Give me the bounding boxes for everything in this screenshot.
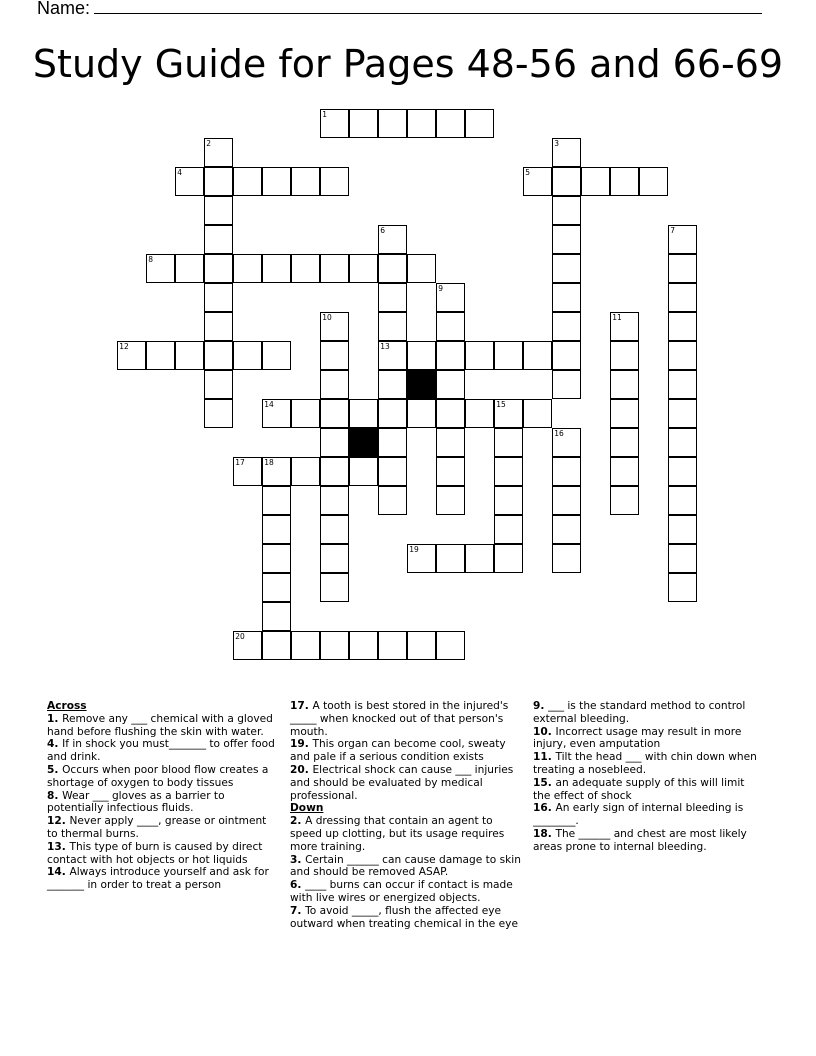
- grid-cell[interactable]: [262, 573, 291, 602]
- grid-cell[interactable]: [291, 399, 320, 428]
- grid-cell[interactable]: [436, 283, 465, 312]
- clue-number: 6: [290, 879, 298, 892]
- clue-number: 4: [47, 738, 55, 751]
- cell-number: 19: [409, 545, 419, 555]
- grid-cell[interactable]: [436, 428, 465, 457]
- cell-number: 11: [612, 313, 622, 323]
- clue-text: Certain ______ can cause damage to skin and should be removed ASAP.: [290, 853, 521, 879]
- grid-cell[interactable]: [552, 457, 581, 486]
- grid-cell[interactable]: [262, 515, 291, 544]
- cell-number: 6: [380, 226, 386, 236]
- grid-cell[interactable]: [465, 544, 494, 573]
- grid-cell[interactable]: [436, 399, 465, 428]
- grid-cell[interactable]: [668, 544, 697, 573]
- grid-cell[interactable]: [378, 428, 407, 457]
- across-clue: 19. This organ can become cool, sweaty and pale if a serious condition exists: [290, 738, 506, 764]
- clue-text: Electrical shock can cause ___ injuries and should be evaluated by medical professional.: [290, 763, 514, 802]
- grid-cell[interactable]: [204, 283, 233, 312]
- grid-cell[interactable]: [378, 370, 407, 399]
- grid-cell[interactable]: [552, 312, 581, 341]
- grid-cell[interactable]: [668, 457, 697, 486]
- clue-number: 7: [290, 904, 298, 917]
- grid-cell[interactable]: [407, 109, 436, 138]
- clue-number: 9: [533, 700, 541, 712]
- grid-cell[interactable]: [233, 167, 262, 196]
- grid-cell[interactable]: [378, 341, 407, 370]
- grid-cell[interactable]: [436, 457, 465, 486]
- grid-cell[interactable]: [349, 109, 378, 138]
- grid-cell[interactable]: [320, 573, 349, 602]
- grid-cell[interactable]: [204, 254, 233, 283]
- grid-cell[interactable]: [668, 370, 697, 399]
- clue-number: 19: [290, 738, 305, 751]
- grid-cell[interactable]: [668, 254, 697, 283]
- grid-cell[interactable]: [378, 631, 407, 660]
- grid-cell[interactable]: [610, 312, 639, 341]
- cell-number: 9: [438, 284, 444, 294]
- grid-cell[interactable]: [378, 225, 407, 254]
- grid-cell[interactable]: [610, 486, 639, 515]
- grid-cell[interactable]: [378, 312, 407, 341]
- clue-text: Never apply ____, grease or ointment to thermal burns.: [47, 815, 267, 840]
- grid-cell[interactable]: [262, 341, 291, 370]
- grid-cell[interactable]: [378, 486, 407, 515]
- grid-cell[interactable]: [262, 254, 291, 283]
- grid-cell[interactable]: [117, 341, 146, 370]
- grid-cell[interactable]: [320, 312, 349, 341]
- grid-cell[interactable]: [494, 515, 523, 544]
- grid-cell[interactable]: [320, 631, 349, 660]
- grid-cell[interactable]: [349, 631, 378, 660]
- grid-cell[interactable]: [436, 312, 465, 341]
- grid-cell[interactable]: [233, 254, 262, 283]
- cell-number: 16: [554, 429, 564, 439]
- grid-cell[interactable]: [233, 457, 262, 486]
- grid-cell[interactable]: [146, 254, 175, 283]
- grid-cell[interactable]: [204, 167, 233, 196]
- cell-number: 2: [206, 139, 212, 149]
- across-heading: Across: [47, 700, 87, 712]
- clue-text: ____ burns can occur if contact is made with live wires or energized objects.: [290, 879, 513, 904]
- clue-text: Remove any ___ chemical with a gloved hand before flushing the skin with water.: [47, 712, 273, 738]
- down-clue: 11. Tilt the head ___ with chin down when treating a nosebleed.: [533, 751, 757, 776]
- grid-cell[interactable]: [610, 167, 639, 196]
- grid-cell[interactable]: [175, 341, 204, 370]
- grid-cell[interactable]: [262, 486, 291, 515]
- grid-cell[interactable]: [668, 515, 697, 544]
- grid-cell[interactable]: [291, 167, 320, 196]
- name-label: Name:: [37, 0, 91, 18]
- grid-cell[interactable]: [668, 573, 697, 602]
- grid-cell[interactable]: [552, 196, 581, 225]
- down-clue: 2. A dressing that contain an agent to speed up clotting, but its usage requires more training.: [290, 815, 505, 853]
- grid-cell[interactable]: [668, 283, 697, 312]
- clue-text: A dressing that contain an agent to speed up clotting, but its usage requires more training.: [290, 815, 505, 853]
- clue-number: 15: [533, 776, 548, 789]
- across-clue: 14. Always introduce yourself and ask for _______ in order to treat a person: [47, 866, 269, 892]
- grid-cell[interactable]: [436, 370, 465, 399]
- grid-cell[interactable]: [407, 254, 436, 283]
- grid-cell[interactable]: [552, 544, 581, 573]
- grid-cell[interactable]: [378, 109, 407, 138]
- clue-number: 12: [47, 815, 62, 828]
- grid-cell[interactable]: [407, 631, 436, 660]
- grid-cell[interactable]: [494, 399, 523, 428]
- clue-text: Wear ___ gloves as a barrier to potentially infectious fluids.: [47, 789, 225, 815]
- across-clue: 5. Occurs when poor blood flow creates a shortage of oxygen to body tissues: [47, 763, 269, 789]
- clue-text: Occurs when poor blood flow creates a shortage of oxygen to body tissues: [47, 763, 269, 789]
- grid-cell[interactable]: [610, 457, 639, 486]
- grid-cell[interactable]: [320, 515, 349, 544]
- cell-number: 7: [670, 226, 676, 236]
- cell-number: 12: [119, 342, 129, 352]
- clue-number: 20: [290, 763, 305, 776]
- down-clue: 10. Incorrect usage may result in more injury, even amputation: [533, 725, 742, 751]
- grid-cell[interactable]: [668, 428, 697, 457]
- clue-text: Always introduce yourself and ask for _______ in order to treat a person: [47, 866, 269, 892]
- grid-cell[interactable]: [320, 109, 349, 138]
- grid-cell[interactable]: [349, 399, 378, 428]
- grid-cell[interactable]: [407, 399, 436, 428]
- clue-number: 1: [47, 712, 55, 725]
- cell-number: 1: [322, 110, 328, 120]
- grid-cell[interactable]: [523, 399, 552, 428]
- grid-cell[interactable]: [610, 428, 639, 457]
- cell-number: 3: [554, 139, 560, 149]
- grid-cell[interactable]: [291, 631, 320, 660]
- grid-cell[interactable]: [552, 428, 581, 457]
- grid-cell[interactable]: [320, 486, 349, 515]
- grid-cell[interactable]: [639, 167, 668, 196]
- grid-cell[interactable]: [349, 254, 378, 283]
- across-clue: 13. This type of burn is caused by direct contact with hot objects or hot liquids: [47, 840, 263, 866]
- clue-text: Tilt the head ___ with chin down when treating a nosebleed.: [533, 751, 757, 776]
- clues-column-3: [533, 700, 765, 854]
- grid-cell[interactable]: [291, 254, 320, 283]
- grid-cell[interactable]: [610, 341, 639, 370]
- down-clue: 7. To avoid _____, flush the affected eye outward when treating chemical in the eye: [290, 904, 518, 930]
- grid-cell[interactable]: [552, 341, 581, 370]
- down-heading: Down: [290, 802, 324, 815]
- grid-cell[interactable]: [494, 486, 523, 515]
- cell-number: 15: [496, 400, 506, 410]
- cell-number: 5: [525, 168, 531, 178]
- grid-cell[interactable]: [552, 167, 581, 196]
- grid-cell[interactable]: [349, 457, 378, 486]
- clue-text: The ______ and chest are most likely areas prone to internal bleeding.: [533, 827, 747, 853]
- clues-column-2: [290, 700, 522, 930]
- grid-cell[interactable]: [407, 341, 436, 370]
- grid-cell[interactable]: [320, 544, 349, 573]
- grid-cell[interactable]: [204, 225, 233, 254]
- clue-number: 11: [533, 751, 548, 764]
- grid-cell[interactable]: [262, 602, 291, 631]
- down-clue: 16. An early sign of internal bleeding is ________.: [533, 802, 744, 828]
- grid-cell[interactable]: [465, 399, 494, 428]
- grid-cell[interactable]: [320, 399, 349, 428]
- grid-cell[interactable]: [668, 341, 697, 370]
- down-clue: 6. ____ burns can occur if contact is made with live wires or energized objects.: [290, 879, 513, 904]
- down-clue: 15. an adequate supply of this will limit the effect of shock: [533, 776, 745, 802]
- clue-number: 17: [290, 700, 305, 712]
- grid-cell[interactable]: [378, 254, 407, 283]
- across-clue: 17. A tooth is best stored in the injured's _____ when knocked out of that person's mouth.: [290, 700, 509, 738]
- across-clue: 1. Remove any ___ chemical with a gloved hand before flushing the skin with water.: [47, 712, 273, 738]
- clue-text: an adequate supply of this will limit the effect of shock: [533, 776, 745, 802]
- across-clue: 8. Wear ___ gloves as a barrier to potentially infectious fluids.: [47, 789, 225, 815]
- cell-number: 4: [177, 168, 183, 178]
- grid-cell[interactable]: [204, 312, 233, 341]
- clue-text: This organ can become cool, sweaty and pale if a serious condition exists: [290, 738, 506, 764]
- clues-column-1: [47, 700, 279, 892]
- grid-cell[interactable]: [436, 544, 465, 573]
- grid-cell[interactable]: [552, 138, 581, 167]
- cell-number: 8: [148, 255, 154, 265]
- grid-cell[interactable]: [262, 631, 291, 660]
- grid-cell[interactable]: [320, 457, 349, 486]
- black-cell: [349, 428, 378, 457]
- grid-cell[interactable]: [262, 167, 291, 196]
- cell-number: 14: [264, 400, 274, 410]
- grid-cell[interactable]: [320, 254, 349, 283]
- grid-cell[interactable]: [204, 341, 233, 370]
- grid-cell[interactable]: [436, 341, 465, 370]
- clue-text: An early sign of internal bleeding is ________.: [533, 802, 744, 828]
- grid-cell[interactable]: [494, 544, 523, 573]
- grid-cell[interactable]: [552, 486, 581, 515]
- grid-cell[interactable]: [494, 341, 523, 370]
- grid-cell[interactable]: [668, 486, 697, 515]
- across-clue: 12. Never apply ____, grease or ointment to thermal burns.: [47, 815, 267, 840]
- across-clue: 4. If in shock you must_______ to offer food and drink.: [47, 738, 275, 764]
- grid-cell[interactable]: [523, 167, 552, 196]
- grid-cell[interactable]: [204, 399, 233, 428]
- grid-cell[interactable]: [436, 631, 465, 660]
- grid-cell[interactable]: [175, 254, 204, 283]
- clue-number: 3: [290, 853, 298, 866]
- grid-cell[interactable]: [146, 341, 175, 370]
- grid-cell[interactable]: [465, 109, 494, 138]
- grid-cell[interactable]: [494, 428, 523, 457]
- grid-cell[interactable]: [233, 631, 262, 660]
- grid-cell[interactable]: [233, 341, 262, 370]
- clue-number: 8: [47, 789, 55, 802]
- grid-cell[interactable]: [523, 341, 552, 370]
- cell-number: 13: [380, 342, 390, 352]
- clue-number: 16: [533, 802, 548, 815]
- grid-cell[interactable]: [610, 370, 639, 399]
- name-blank-line[interactable]: [94, 0, 762, 14]
- grid-cell[interactable]: [668, 399, 697, 428]
- clue-number: 2: [290, 815, 298, 828]
- grid-cell[interactable]: [610, 399, 639, 428]
- clue-text: To avoid _____, flush the affected eye outward when treating chemical in the eye: [290, 904, 518, 930]
- grid-cell[interactable]: [668, 312, 697, 341]
- grid-cell[interactable]: [552, 370, 581, 399]
- grid-cell[interactable]: [436, 109, 465, 138]
- grid-cell[interactable]: [552, 225, 581, 254]
- grid-cell[interactable]: [552, 515, 581, 544]
- cell-number: 10: [322, 313, 332, 323]
- grid-cell[interactable]: [465, 341, 494, 370]
- grid-cell[interactable]: [262, 544, 291, 573]
- clue-text: This type of burn is caused by direct contact with hot objects or hot liquids: [47, 840, 263, 866]
- grid-cell[interactable]: [378, 457, 407, 486]
- clue-text: ___ is the standard method to control external bleeding.: [533, 700, 746, 725]
- clue-number: 18: [533, 827, 548, 840]
- down-clue: 18. The ______ and chest are most likely areas prone to internal bleeding.: [533, 827, 747, 853]
- grid-cell[interactable]: [204, 196, 233, 225]
- across-clue: 20. Electrical shock can cause ___ injuries and should be evaluated by medical professional.: [290, 763, 514, 802]
- clue-number: 14: [47, 866, 62, 879]
- grid-cell[interactable]: [436, 486, 465, 515]
- clue-number: 10: [533, 725, 548, 738]
- grid-cell[interactable]: [407, 544, 436, 573]
- grid-cell[interactable]: [262, 457, 291, 486]
- clue-text: If in shock you must_______ to offer food and drink.: [47, 738, 275, 764]
- down-clue: 9. ___ is the standard method to control external bleeding.: [533, 700, 746, 725]
- cell-number: 17: [235, 458, 245, 468]
- grid-cell[interactable]: [552, 283, 581, 312]
- page-title: Study Guide for Pages 48-56 and 66-69: [32, 42, 784, 86]
- grid-cell[interactable]: [378, 399, 407, 428]
- grid-cell[interactable]: [175, 167, 204, 196]
- grid-cell[interactable]: [320, 341, 349, 370]
- grid-cell[interactable]: [204, 138, 233, 167]
- grid-cell[interactable]: [320, 370, 349, 399]
- clue-text: A tooth is best stored in the injured's _____ when knocked out of that person's mouth.: [290, 700, 509, 738]
- black-cell: [407, 370, 436, 399]
- name-field[interactable]: [37, 0, 762, 19]
- grid-cell[interactable]: [204, 370, 233, 399]
- clue-text: Incorrect usage may result in more injury, even amputation: [533, 725, 742, 751]
- down-clue: 3. Certain ______ can cause damage to skin and should be removed ASAP.: [290, 853, 521, 879]
- grid-cell[interactable]: [378, 283, 407, 312]
- cell-number: 18: [264, 458, 274, 468]
- grid-cell[interactable]: [494, 457, 523, 486]
- grid-cell[interactable]: [668, 225, 697, 254]
- grid-cell[interactable]: [581, 167, 610, 196]
- grid-cell[interactable]: [291, 457, 320, 486]
- cell-number: 20: [235, 632, 245, 642]
- clue-number: 5: [47, 763, 55, 776]
- grid-cell[interactable]: [262, 399, 291, 428]
- grid-cell[interactable]: [552, 254, 581, 283]
- grid-cell[interactable]: [320, 428, 349, 457]
- clue-number: 13: [47, 840, 62, 853]
- grid-cell[interactable]: [320, 167, 349, 196]
